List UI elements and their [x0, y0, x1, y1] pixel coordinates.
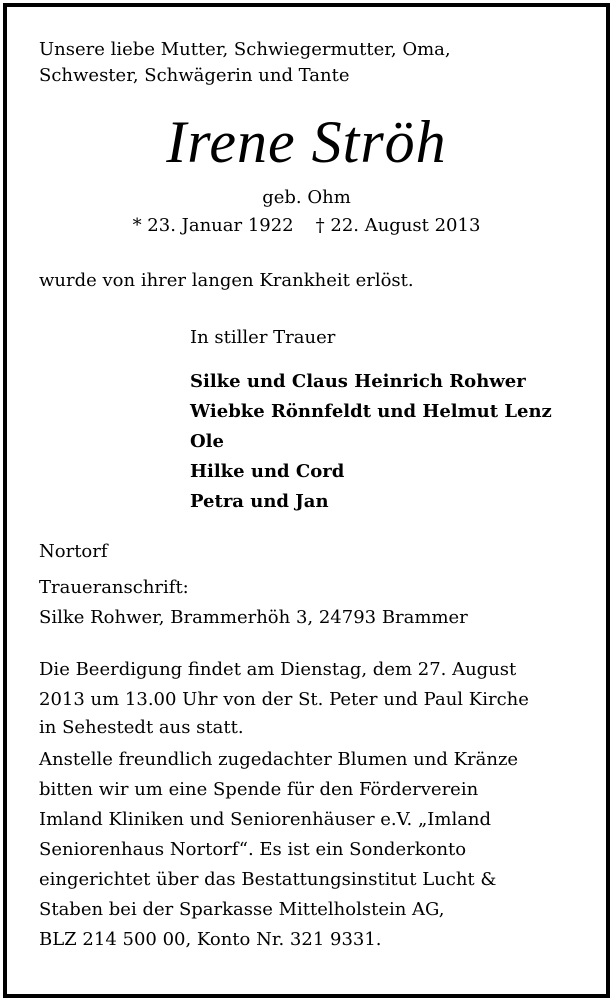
- release-text: wurde von ihrer langen Krankheit erlöst.: [39, 270, 414, 291]
- funeral-line: bitten wir um eine Spende für den Förderverein: [39, 779, 479, 800]
- funeral-line: Anstelle freundlich zugedachter Blumen und Kränze: [39, 749, 519, 770]
- funeral-line: Seniorenhaus Nortorf“. Es ist ein Sonderkonto: [39, 839, 467, 860]
- intro-line: Unsere liebe Mutter, Schwiegermutter, Oma,: [39, 39, 451, 60]
- life-dates: [7, 213, 606, 238]
- place: Nortorf: [39, 541, 108, 562]
- address-label: Traueranschrift:: [39, 577, 189, 598]
- funeral-line: Staben bei der Sparkasse Mittelholstein AG,: [39, 899, 445, 920]
- death-date: † 22. August 2013: [315, 215, 481, 236]
- funeral-line: 2013 um 13.00 Uhr von der St. Peter und Paul Kirche: [39, 689, 529, 710]
- mourning-label: In stiller Trauer: [190, 327, 336, 348]
- mourner-line: Silke und Claus Heinrich Rohwer: [190, 371, 526, 392]
- funeral-line: in Sehestedt aus statt.: [39, 717, 244, 738]
- intro-line: Schwester, Schwägerin und Tante: [39, 65, 350, 86]
- funeral-line: Die Beerdigung findet am Dienstag, dem 27. August: [39, 659, 517, 680]
- deceased-name: Irene Ströh: [166, 109, 447, 175]
- mourner-line: Petra und Jan: [190, 491, 329, 512]
- address: Silke Rohwer, Brammerhöh 3, 24793 Brammer: [39, 607, 468, 628]
- maiden-name: geb. Ohm: [262, 187, 351, 208]
- funeral-line: BLZ 214 500 00, Konto Nr. 321 9331.: [39, 929, 382, 950]
- mourner-line: Wiebke Rönnfeldt und Helmut Lenz: [190, 401, 552, 422]
- birth-date: * 23. Januar 1922: [132, 215, 294, 236]
- mourner-line: Hilke und Cord: [190, 461, 345, 482]
- funeral-line: Imland Kliniken und Seniorenhäuser e.V. „Imland: [39, 809, 492, 830]
- obituary-notice: [3, 3, 610, 998]
- mourner-line: Ole: [190, 431, 224, 452]
- funeral-line: eingerichtet über das Bestattungsinstitut Lucht &: [39, 869, 497, 890]
